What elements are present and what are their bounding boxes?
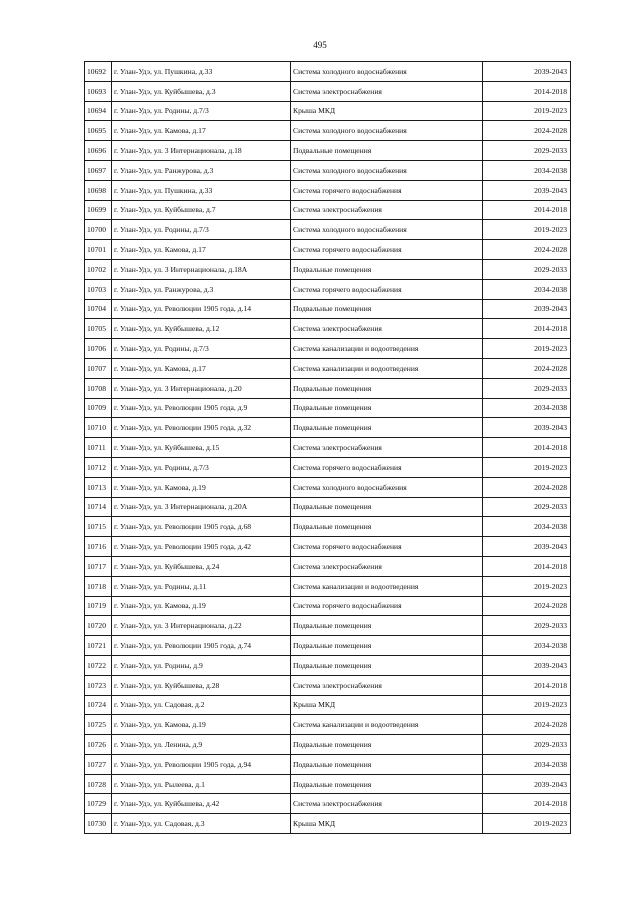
row-system: Система электроснабжения: [291, 81, 483, 101]
row-system: Подвальные помещения: [291, 655, 483, 675]
row-system: Система электроснабжения: [291, 556, 483, 576]
table-row: [85, 735, 571, 755]
row-period: 2034-2038: [483, 279, 571, 299]
row-period: 2034-2038: [483, 160, 571, 180]
row-period: 2029-2033: [483, 497, 571, 517]
table-row: [85, 576, 571, 596]
table-row: [85, 319, 571, 339]
row-system: Крыша МКД: [291, 695, 483, 715]
row-period: 2014-2018: [483, 794, 571, 814]
table-row: [85, 160, 571, 180]
row-number: 10716: [85, 537, 112, 557]
row-system: Система горячего водоснабжения: [291, 240, 483, 260]
row-number: 10695: [85, 121, 112, 141]
row-system: Система горячего водоснабжения: [291, 180, 483, 200]
row-period: 2014-2018: [483, 556, 571, 576]
row-period: 2039-2043: [483, 774, 571, 794]
row-address: г. Улан-Удэ, ул. Куйбышева, д.15: [112, 438, 291, 458]
table-row: [85, 774, 571, 794]
row-number: 10717: [85, 556, 112, 576]
row-address: г. Улан-Удэ, ул. Камова, д.19: [112, 477, 291, 497]
table-row: [85, 754, 571, 774]
row-number: 10702: [85, 259, 112, 279]
row-system: Система горячего водоснабжения: [291, 537, 483, 557]
row-system: Система холодного водоснабжения: [291, 220, 483, 240]
row-system: Крыша МКД: [291, 814, 483, 834]
row-period: 2039-2043: [483, 537, 571, 557]
row-system: Подвальные помещения: [291, 517, 483, 537]
row-system: Система горячего водоснабжения: [291, 457, 483, 477]
row-period: 2024-2028: [483, 715, 571, 735]
row-number: 10699: [85, 200, 112, 220]
row-period: 2019-2023: [483, 457, 571, 477]
row-period: 2034-2038: [483, 398, 571, 418]
table-row: [85, 358, 571, 378]
row-number: 10727: [85, 754, 112, 774]
row-number: 10722: [85, 655, 112, 675]
row-system: Система холодного водоснабжения: [291, 62, 483, 82]
row-address: г. Улан-Удэ, ул. Камова, д.19: [112, 715, 291, 735]
table-row: [85, 616, 571, 636]
registry-table-body: [85, 62, 571, 834]
table-row: [85, 655, 571, 675]
row-number: 10700: [85, 220, 112, 240]
row-period: 2019-2023: [483, 101, 571, 121]
row-address: г. Улан-Удэ, ул. Камова, д.17: [112, 240, 291, 260]
row-system: Система электроснабжения: [291, 319, 483, 339]
row-period: 2019-2023: [483, 814, 571, 834]
row-system: Система электроснабжения: [291, 794, 483, 814]
row-number: 10710: [85, 418, 112, 438]
row-number: 10692: [85, 62, 112, 82]
row-address: г. Улан-Удэ, ул. Революции 1905 года, д.9: [112, 398, 291, 418]
row-address: г. Улан-Удэ, ул. 3 Интернационала, д.18А: [112, 259, 291, 279]
table-row: [85, 220, 571, 240]
row-address: г. Улан-Удэ, ул. Родины, д.9: [112, 655, 291, 675]
row-system: Система холодного водоснабжения: [291, 121, 483, 141]
row-system: Подвальные помещения: [291, 497, 483, 517]
row-system: Система горячего водоснабжения: [291, 596, 483, 616]
row-period: 2029-2033: [483, 616, 571, 636]
row-period: 2024-2028: [483, 477, 571, 497]
row-number: 10703: [85, 279, 112, 299]
row-address: г. Улан-Удэ, ул. Революции 1905 года, д.74: [112, 636, 291, 656]
table-row: [85, 398, 571, 418]
row-period: 2014-2018: [483, 675, 571, 695]
row-number: 10729: [85, 794, 112, 814]
row-system: Система электроснабжения: [291, 438, 483, 458]
row-system: Крыша МКД: [291, 101, 483, 121]
table-row: [85, 596, 571, 616]
row-period: 2029-2033: [483, 141, 571, 161]
row-period: 2019-2023: [483, 695, 571, 715]
row-address: г. Улан-Удэ, ул. 3 Интернационала, д.20: [112, 378, 291, 398]
row-number: 10709: [85, 398, 112, 418]
row-number: 10720: [85, 616, 112, 636]
page-number: 495: [313, 40, 327, 50]
row-address: г. Улан-Удэ, ул. Куйбышева, д.12: [112, 319, 291, 339]
row-period: 2029-2033: [483, 378, 571, 398]
row-address: г. Улан-Удэ, ул. Родины, д.7/3: [112, 220, 291, 240]
row-system: Система холодного водоснабжения: [291, 477, 483, 497]
row-period: 2039-2043: [483, 180, 571, 200]
row-system: Подвальные помещения: [291, 636, 483, 656]
row-address: г. Улан-Удэ, ул. Пушкина, д.33: [112, 62, 291, 82]
row-address: г. Улан-Удэ, ул. Революции 1905 года, д.42: [112, 537, 291, 557]
row-period: 2024-2028: [483, 358, 571, 378]
row-number: 10701: [85, 240, 112, 260]
row-address: г. Улан-Удэ, ул. Родины, д.7/3: [112, 457, 291, 477]
row-address: г. Улан-Удэ, ул. 3 Интернационала, д.22: [112, 616, 291, 636]
row-number: 10693: [85, 81, 112, 101]
row-address: г. Улан-Удэ, ул. Куйбышева, д.3: [112, 81, 291, 101]
row-address: г. Улан-Удэ, ул. Ранжурова, д.3: [112, 279, 291, 299]
row-address: г. Улан-Удэ, ул. Куйбышева, д.42: [112, 794, 291, 814]
row-period: 2029-2033: [483, 735, 571, 755]
row-system: Система холодного водоснабжения: [291, 160, 483, 180]
row-address: г. Улан-Удэ, ул. Революции 1905 года, д.32: [112, 418, 291, 438]
row-number: 10714: [85, 497, 112, 517]
row-period: 2014-2018: [483, 81, 571, 101]
row-system: Система канализации и водоотведения: [291, 715, 483, 735]
table-row: [85, 438, 571, 458]
row-system: Система электроснабжения: [291, 675, 483, 695]
table-row: [85, 62, 571, 82]
table-row: [85, 517, 571, 537]
table-row: [85, 794, 571, 814]
table-row: [85, 81, 571, 101]
table-row: [85, 121, 571, 141]
row-system: Система канализации и водоотведения: [291, 339, 483, 359]
row-system: Подвальные помещения: [291, 259, 483, 279]
row-number: 10697: [85, 160, 112, 180]
row-period: 2039-2043: [483, 655, 571, 675]
row-system: Подвальные помещения: [291, 141, 483, 161]
row-number: 10704: [85, 299, 112, 319]
row-system: Подвальные помещения: [291, 774, 483, 794]
table-row: [85, 636, 571, 656]
row-address: г. Улан-Удэ, ул. Куйбышева, д.24: [112, 556, 291, 576]
table-row: [85, 141, 571, 161]
row-system: Подвальные помещения: [291, 754, 483, 774]
row-number: 10696: [85, 141, 112, 161]
row-period: 2024-2028: [483, 121, 571, 141]
row-system: Подвальные помещения: [291, 616, 483, 636]
table-row: [85, 675, 571, 695]
table-row: [85, 556, 571, 576]
row-system: Подвальные помещения: [291, 735, 483, 755]
table-row: [85, 259, 571, 279]
row-address: г. Улан-Удэ, ул. Революции 1905 года, д.14: [112, 299, 291, 319]
row-address: г. Улан-Удэ, ул. Садовая, д.2: [112, 695, 291, 715]
row-system: Система электроснабжения: [291, 200, 483, 220]
row-number: 10715: [85, 517, 112, 537]
table-row: [85, 695, 571, 715]
row-address: г. Улан-Удэ, ул. Родины, д.7/3: [112, 339, 291, 359]
row-number: 10718: [85, 576, 112, 596]
row-period: 2019-2023: [483, 220, 571, 240]
row-number: 10723: [85, 675, 112, 695]
row-period: 2019-2023: [483, 339, 571, 359]
row-number: 10730: [85, 814, 112, 834]
row-system: Подвальные помещения: [291, 299, 483, 319]
row-address: г. Улан-Удэ, ул. Ленина, д.9: [112, 735, 291, 755]
row-period: 2014-2018: [483, 200, 571, 220]
row-address: г. Улан-Удэ, ул. Камова, д.17: [112, 121, 291, 141]
table-row: [85, 814, 571, 834]
table-row: [85, 537, 571, 557]
row-system: Подвальные помещения: [291, 378, 483, 398]
table-row: [85, 715, 571, 735]
row-address: г. Улан-Удэ, ул. 3 Интернационала, д.20А: [112, 497, 291, 517]
row-number: 10724: [85, 695, 112, 715]
row-period: 2039-2043: [483, 418, 571, 438]
row-address: г. Улан-Удэ, ул. Садовая, д.3: [112, 814, 291, 834]
row-address: г. Улан-Удэ, ул. Рылеева, д.1: [112, 774, 291, 794]
table-row: [85, 497, 571, 517]
row-number: 10719: [85, 596, 112, 616]
table-row: [85, 339, 571, 359]
row-number: 10711: [85, 438, 112, 458]
row-address: г. Улан-Удэ, ул. Революции 1905 года, д.68: [112, 517, 291, 537]
row-number: 10728: [85, 774, 112, 794]
row-number: 10712: [85, 457, 112, 477]
row-period: 2039-2043: [483, 299, 571, 319]
row-system: Подвальные помещения: [291, 418, 483, 438]
row-number: 10725: [85, 715, 112, 735]
row-address: г. Улан-Удэ, ул. Революции 1905 года, д.94: [112, 754, 291, 774]
row-address: г. Улан-Удэ, ул. 3 Интернационала, д.18: [112, 141, 291, 161]
row-number: 10726: [85, 735, 112, 755]
row-address: г. Улан-Удэ, ул. Куйбышева, д.28: [112, 675, 291, 695]
row-system: Система горячего водоснабжения: [291, 279, 483, 299]
table-row: [85, 457, 571, 477]
row-number: 10705: [85, 319, 112, 339]
table-row: [85, 418, 571, 438]
row-address: г. Улан-Удэ, ул. Куйбышева, д.7: [112, 200, 291, 220]
row-number: 10713: [85, 477, 112, 497]
table-row: [85, 378, 571, 398]
row-system: Система канализации и водоотведения: [291, 358, 483, 378]
row-period: 2029-2033: [483, 259, 571, 279]
row-period: 2014-2018: [483, 438, 571, 458]
row-address: г. Улан-Удэ, ул. Ранжурова, д.3: [112, 160, 291, 180]
row-system: Система канализации и водоотведения: [291, 576, 483, 596]
row-address: г. Улан-Удэ, ул. Камова, д.19: [112, 596, 291, 616]
table-row: [85, 180, 571, 200]
row-number: 10698: [85, 180, 112, 200]
row-address: г. Улан-Удэ, ул. Камова, д.17: [112, 358, 291, 378]
table-row: [85, 477, 571, 497]
row-number: 10707: [85, 358, 112, 378]
table-row: [85, 279, 571, 299]
table-row: [85, 200, 571, 220]
row-period: 2024-2028: [483, 240, 571, 260]
registry-table: [84, 61, 571, 834]
row-address: г. Улан-Удэ, ул. Родины, д.11: [112, 576, 291, 596]
table-row: [85, 240, 571, 260]
row-number: 10694: [85, 101, 112, 121]
row-period: 2039-2043: [483, 62, 571, 82]
table-row: [85, 299, 571, 319]
row-period: 2019-2023: [483, 576, 571, 596]
row-address: г. Улан-Удэ, ул. Пушкина, д.33: [112, 180, 291, 200]
row-period: 2034-2038: [483, 636, 571, 656]
row-period: 2014-2018: [483, 319, 571, 339]
row-period: 2034-2038: [483, 754, 571, 774]
row-period: 2034-2038: [483, 517, 571, 537]
row-system: Подвальные помещения: [291, 398, 483, 418]
row-number: 10706: [85, 339, 112, 359]
row-number: 10708: [85, 378, 112, 398]
table-row: [85, 101, 571, 121]
row-number: 10721: [85, 636, 112, 656]
row-period: 2024-2028: [483, 596, 571, 616]
row-address: г. Улан-Удэ, ул. Родины, д.7/3: [112, 101, 291, 121]
